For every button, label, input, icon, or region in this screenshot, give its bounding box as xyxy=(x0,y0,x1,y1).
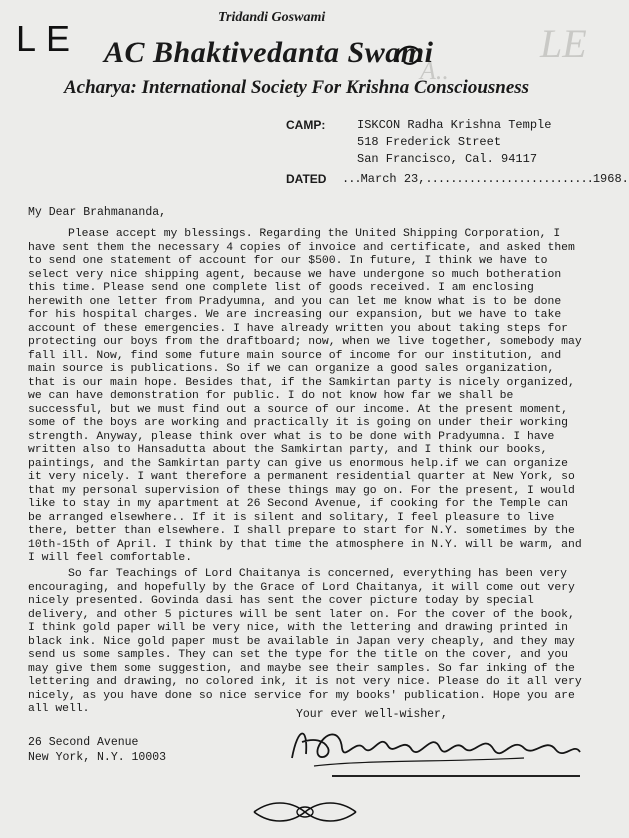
letter-paragraph-2 xyxy=(28,568,588,717)
camp-line: ISKCON Radha Krishna Temple xyxy=(357,118,552,132)
camp-line: San Francisco, Cal. 94117 xyxy=(357,152,538,166)
letterhead-tagline: Acharya: International Society For Krishna Consciousness xyxy=(64,77,530,98)
title-flourish-icon xyxy=(392,40,428,70)
address-line: 26 Second Avenue xyxy=(28,736,139,749)
dated-date: March 23, xyxy=(360,172,426,186)
salutation: My Dear Brahmananda, xyxy=(28,206,167,219)
camp-label: CAMP: xyxy=(286,118,326,132)
dated-dots: ... xyxy=(342,172,361,186)
address-line: New York, N.Y. 10003 xyxy=(28,751,167,764)
camp-line: 518 Frederick Street xyxy=(357,135,502,149)
dated-label: DATED xyxy=(286,172,327,186)
dated-dots: ........................... xyxy=(425,172,593,186)
dated-year: 1968. xyxy=(592,172,629,186)
show-through-mark: LE xyxy=(540,21,587,66)
paragraph-text: Please accept my blessings. Regarding the United Shipping Corporation, I have sent them the necessary 4 copies of invoice and certificate, and asked them to send one statement of account for our $500. In future, I think we have to select very nice shipping agent, because we have undergone so much botheration this time. Please send one complete list of goods received. I am enclosing herewith one letter from Pradyumna, and you can let me know what is to be done for his hospital charges. We are increasing our expansion, but we have to take account of these emergencies. I have already written you about taking steps for protecting our boys from the draftboard; now, when we live together, somebody may fall ill. Now, find some future main source of income for our institution, and main source is publications. So if we can organize a good sales organization, that is our main hope. Besides that, if the Samkirtan party is nicely organized, we can have demonstration for public. I do not know how far we shall be successful, but we must find out a source of our income. At the present moment, some of the boys are working and practically it is going on under their working strength. Anyway, please think over what is to be done with Pradyumna. I have written also to Hansadutta about the Samkirtan party, and I think our books, paintings, and the Samkirtan party can give us enormous help.if we can organize it very nicely. I want therefore a permanent residential quarter at New York, so that my personal supervision of these things may go on. For the present, I would like to stay in my apartment at 26 Second Avenue, if cooking for the Temple can be arranged elsewhere.. If it is silent and solitary, I feel pleasure to live there, better than elsewhere. I shall prepare to start for N.Y. sometimes by the 10th-15th of April. I think by that time the atmosphere in N.Y. will be warm, and I will feel comfortable. xyxy=(28,228,589,564)
letterhead-subtitle: Tridandi Goswami xyxy=(218,10,326,25)
letterhead-mark: LE xyxy=(16,18,81,59)
sender-address xyxy=(28,735,166,765)
signature-rule xyxy=(332,775,580,777)
closing: Your ever well-wisher, xyxy=(296,708,448,721)
dated-value xyxy=(342,172,629,186)
letterhead-title: AC Bhaktivedanta Swami xyxy=(104,36,434,69)
paragraph-text: So far Teachings of Lord Chaitanya is concerned, everything has been very encouraging, and hopefully by the Grace of Lord Chaitanya, it will come out very nicely presented. Govinda dasi has sent the cover picture today by special delivery, and other 5 pictures will be sent later on. For the cover of the book, I think gold paper will be very nice, with the lettering and drawing printed in black ink. Nice gold paper must be available in Japan very cheaply, and they may send us some samples. They can set the type for the title on the cover, and you may give them some suggestion, and maybe see their samples. So far inking of the lettering and drawing, no colored ink, it is not very nice. Please do it all very nicely, as you have done so nice service for my books' publication. Hope you are all well. xyxy=(28,568,589,715)
footer-flourish-icon xyxy=(250,800,360,824)
show-through-title: A.. xyxy=(420,56,449,85)
letter-paragraph-1 xyxy=(28,228,588,566)
signature-image xyxy=(284,718,584,778)
camp-address xyxy=(357,117,551,168)
